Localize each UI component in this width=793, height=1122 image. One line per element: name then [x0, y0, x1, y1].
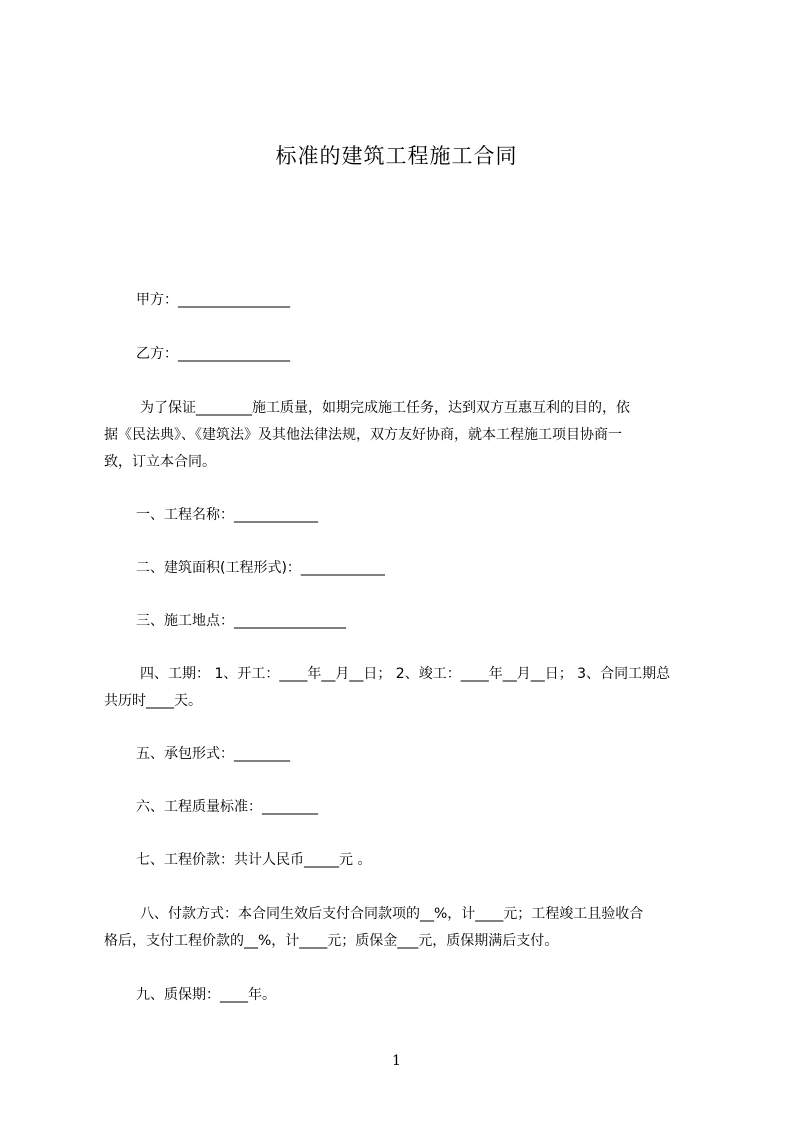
intro-line-3: 致，订立本合同。	[104, 454, 216, 470]
intro-paragraph	[104, 395, 716, 476]
intro-line-1: 为了保证________施工质量，如期完成施工任务，达到双方互惠互利的目的，依	[140, 400, 630, 416]
clause-contract-price: 七、工程价款：共计人民币_____元 。	[136, 852, 372, 868]
clause-schedule	[104, 661, 716, 715]
clause-quality-standard: 六、工程质量标准：________	[136, 799, 318, 815]
payment-line-2: 格后，支付工程价款的__%，计____元；质保金___元，质保期满后支付。	[104, 933, 559, 949]
party-a-line: 甲方：________________	[136, 292, 290, 308]
payment-line-1: 八、付款方式：本合同生效后支付合同款项的__%，计____元；工程竣工且验收合	[140, 906, 644, 922]
clause-payment-method	[104, 901, 716, 955]
schedule-line-1: 四、工期： 1、开工：____年__月__日； 2、竣工：____年__月__日； 3、合同工期总	[140, 666, 671, 682]
clause-warranty-period: 九、质保期：____年。	[136, 987, 276, 1003]
clause-construction-site: 三、施工地点：________________	[136, 613, 346, 629]
clause-building-area: 二、建筑面积(工程形式)：____________	[136, 560, 385, 576]
page-number: 1	[392, 1053, 401, 1069]
party-b-line: 乙方：________________	[136, 346, 290, 362]
intro-line-2: 据《民法典》、《建筑法》及其他法律法规，双方友好协商，就本工程施工项目协商一	[104, 427, 622, 443]
clause-contract-form: 五、承包形式：________	[136, 746, 290, 762]
schedule-line-2: 共历时____天。	[104, 693, 202, 709]
clause-project-name: 一、工程名称：____________	[136, 507, 318, 523]
document-title: 标准的建筑工程施工合同	[275, 144, 518, 168]
